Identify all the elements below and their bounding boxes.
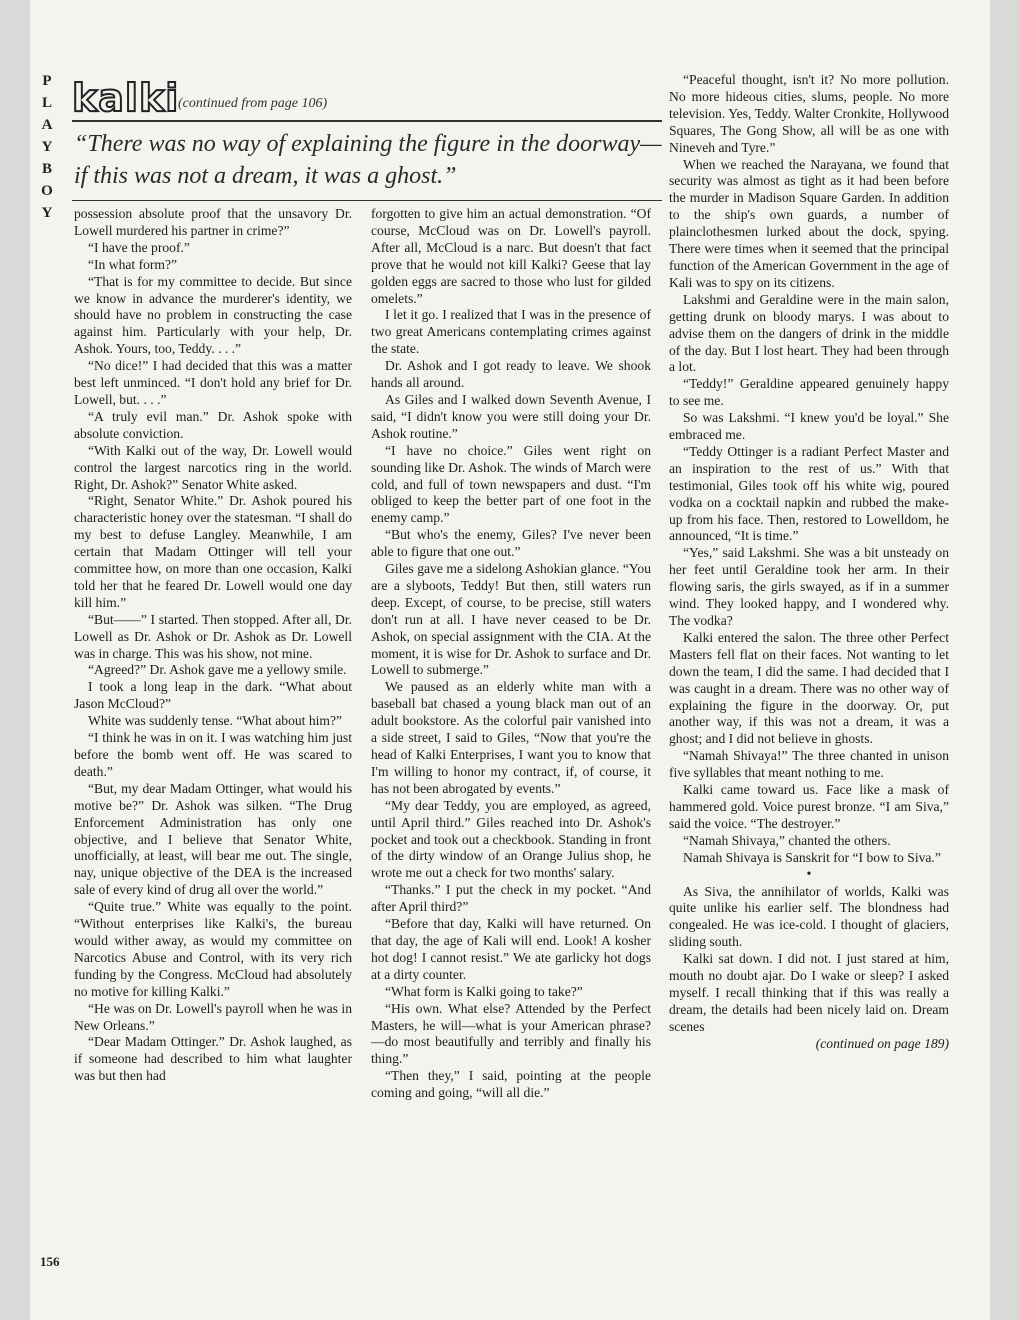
paragraph: Kalki entered the salon. The three other Perfect Masters fell flat on their faces. Not wanting to let down the team, I did the same. I had decided that I was caught in a dream. There was no other way of explaining the figure in the doorway. Or, put another way, if this was not a dream, it was a ghost; and I did not believe in ghosts.	[669, 629, 949, 747]
paragraph: “He was on Dr. Lowell's payroll when he was in New Orleans.”	[74, 1000, 352, 1033]
paragraph: “A truly evil man.” Dr. Ashok spoke with absolute conviction.	[74, 408, 352, 441]
paragraph: “That is for my committee to decide. But since we know in advance the murderer's identity, we should have no problem in constructing the case against him. Particularly with your help, Dr. Ashok. Yours, too, Teddy. . . .”	[74, 273, 352, 357]
paragraph: “His own. What else? Attended by the Perfect Masters, he will—what is your American phrase?—do most beautifully and terribly and finally his thing.”	[371, 1000, 651, 1067]
paragraph: “With Kalki out of the way, Dr. Lowell would control the largest narcotics ring in the world. Right, Dr. Ashok?” Senator White asked.	[74, 442, 352, 492]
paragraph: As Siva, the annihilator of worlds, Kalki was quite unlike his earlier self. The blondness had congealed. He was ice-cold. I thought of glaciers, sliding south.	[669, 883, 949, 950]
paragraph: White was suddenly tense. “What about him?”	[88, 713, 343, 729]
text-column-3	[669, 72, 949, 1053]
paragraph: Dr. Ashok and I got ready to leave. We shook hands all around.	[371, 358, 651, 391]
continued-on-note: (continued on page 189)	[815, 1035, 949, 1051]
page-number: 156	[40, 1254, 60, 1269]
pull-quote: “There was no way of explaining the figure in the doorway—if this was not a dream, it was a ghost.”	[74, 131, 662, 189]
magazine-name-vertical: P L A Y B O Y	[41, 73, 53, 221]
story-title-logo: kalki	[72, 76, 180, 120]
paragraph: possession absolute proof that the unsavory Dr. Lowell murdered his partner in crime?”	[74, 206, 352, 238]
paragraph: “Peaceful thought, isn't it? No more pollution. No more hideous cities, slums, people. No more television. Yes, Teddy. Walter Cronkite, Hollywood Squares, The Gong Show, all will be as one with Nineveh and Tyre.”	[669, 72, 949, 155]
paragraph: When we reached the Narayana, we found that security was almost as tight as it had been before the murder in Madison Square Garden. In addition to the ship's own guards, a number of plainclothesmen lurked about the dock, spying. There were times when it seemed that the principal function of the American Government in the age of Kali was to spy on its citizens.	[669, 156, 949, 290]
paragraph: “What form is Kalki going to take?”	[385, 983, 583, 999]
header-rule	[72, 120, 662, 122]
paragraph: “Right, Senator White.” Dr. Ashok poured his characteristic honey over the statesman. “I shall do my best to defuse Langley. Meanwhile, I am certain that Madam Ottinger will tell your committee how, on more than one occasion, Kalki told her that he feared Dr. Lowell would one day kill him.”	[74, 493, 352, 610]
paragraph: I let it go. I realized that I was in the presence of two great Americans contemplating crimes against the state.	[371, 307, 651, 357]
paragraph: “Teddy!” Geraldine appeared genuinely happy to see me.	[669, 376, 949, 409]
paragraph: Kalki sat down. I did not. I just stared at him, mouth no doubt ajar. Do I wake or sleep? I asked myself. I recall thinking that if this was really a dream, the details had been nicely laid on. Dream scenes	[669, 951, 949, 1034]
paragraph: I took a long leap in the dark. “What about Jason McCloud?”	[74, 679, 352, 712]
paragraph: “I think he was in on it. I was watching him just before the bomb went off. He was scared to death.”	[74, 730, 352, 779]
paragraph: “My dear Teddy, you are employed, as agreed, until April third.” Giles reached into Dr. Ashok's pocket and took out a checkbook. Standing in front of the dirty window of an Orange Julius shop, he wrote me out a check for two months' salary.	[371, 797, 651, 881]
paragraph: “I have the proof.”	[88, 239, 190, 255]
paragraph: “Before that day, Kalki will have returned. On that day, the age of Kali will end. Look! A kosher hot dog! I cannot resist.” We ate garlicky hot dogs at a dirty counter.	[371, 916, 651, 982]
paragraph: “But——” I started. Then stopped. After all, Dr. Lowell as Dr. Ashok or Dr. Ashok as Dr. Lowell was in charge. This was his show, not mine.	[74, 611, 352, 661]
paragraph: forgotten to give him an actual demonstration. “Of course, McCloud was on Dr. Lowell's payroll. After all, McCloud is a narc. But doesn't that fact prove that he would not kill Kalki? Geese that lay golden eggs are sacred to those who lust for gilded omelets.”	[371, 206, 651, 306]
paragraph: “Quite true.” White was equally to the point. “Without enterprises like Kalki's, the bureau would wither away, as would my committee on Narcotics Abuse and Control, with its very rich funding by the Congress. McCloud had absolutely no motive for killing Kalki.”	[74, 899, 352, 999]
text-column-2	[371, 206, 651, 1102]
paragraph: “Yes,” said Lakshmi. She was a bit unsteady on her feet until Geraldine took her arm. In their flowing saris, the girls swayed, as if in a summer wind. They looked happy, and I wondered why. The vodka?	[669, 545, 949, 628]
paragraph: Giles gave me a sidelong Ashokian glance. “You are a slyboots, Teddy! But then, still waters run deep. Except, of course, to be precise, still waters don't run at all. I have never ceased to be Dr. Ashok, on special assignment with the CIA. At the moment, it is wise for Dr. Ashok to surface and Dr. Lowell to submerge.”	[371, 561, 651, 678]
paragraph: Lakshmi and Geraldine were in the main salon, getting drunk on bloody marys. I was about to advise them on the dangers of drink in the middle of the day. But I lost heart. They had been through a lot.	[669, 291, 949, 375]
paragraph: “But, my dear Madam Ottinger, what would his motive be?” Dr. Ashok was silken. “The Drug Enforcement Administration has only one objective, and I believe that Senator White, unofficially, at least, will bear me out. The single, nay, unique objective of the DEA is the increased sale of every kind of drug all over the world.”	[74, 780, 352, 898]
paragraph: “In what form?”	[88, 256, 178, 272]
continued-from-note: (continued from page 106)	[178, 96, 328, 111]
paragraph: “Thanks.” I put the check in my pocket. “And after April third?”	[371, 882, 651, 915]
paragraph: So was Lakshmi. “I knew you'd be loyal.” She embraced me.	[669, 410, 949, 443]
paragraph: “Then they,” I said, pointing at the people coming and going, “will all die.”	[371, 1068, 651, 1101]
paragraph: Kalki came toward us. Face like a mask of hammered gold. Voice purest bronze. “I am Siva,” said the voice. “The destroyer.”	[669, 782, 949, 831]
paragraph: “No dice!” I had decided that this was a matter best left unminced. “I don't hold any brief for Dr. Lowell, but. . . .”	[74, 358, 352, 407]
section-separator: •	[806, 866, 812, 882]
paragraph: “Dear Madam Ottinger.” Dr. Ashok laughed, as if someone had described to him what laughter was but then had	[74, 1034, 352, 1084]
paragraph: “But who's the enemy, Giles? I've never been able to figure that one out.”	[371, 527, 651, 560]
paragraph: “I have no choice.” Giles went right on sounding like Dr. Ashok. The winds of March were cold, and full of town newspapers and dust. “I'm obliged to keep the better part of one foot in the enemy camp.”	[371, 442, 651, 526]
paragraph: “Namah Shivaya,” chanted the others.	[683, 832, 891, 848]
paragraph: “Agreed?” Dr. Ashok gave me a yellowy smile.	[88, 662, 347, 678]
pull-quote-rule	[72, 200, 662, 201]
paragraph: We paused as an elderly white man with a baseball bat chased a young black man out of an adult bookstore. As the colorful pair vanished into a side street, I said to Giles, “Now that you're the head of Kalki Enterprises, I want you to know that I'm willing to honor my contract, if, of course, it has not been abrogated by events.”	[371, 679, 651, 796]
paragraph: “Namah Shivaya!” The three chanted in unison five syllables that meant nothing to me.	[669, 748, 949, 781]
text-column-1	[74, 206, 352, 1085]
paragraph: As Giles and I walked down Seventh Avenue, I said, “I didn't know you were still doing your Dr. Ashok routine.”	[371, 391, 651, 441]
paragraph: Namah Shivaya is Sanskrit for “I bow to Siva.”	[683, 849, 941, 865]
paragraph: “Teddy Ottinger is a radiant Perfect Master and an inspiration to the rest of us.” With that testimonial, Giles took off his white wig, poured vodka on a cocktail napkin and rubbed the make-up from his face. Then, restored to Lowelldom, he announced, “It is time.”	[669, 443, 949, 544]
